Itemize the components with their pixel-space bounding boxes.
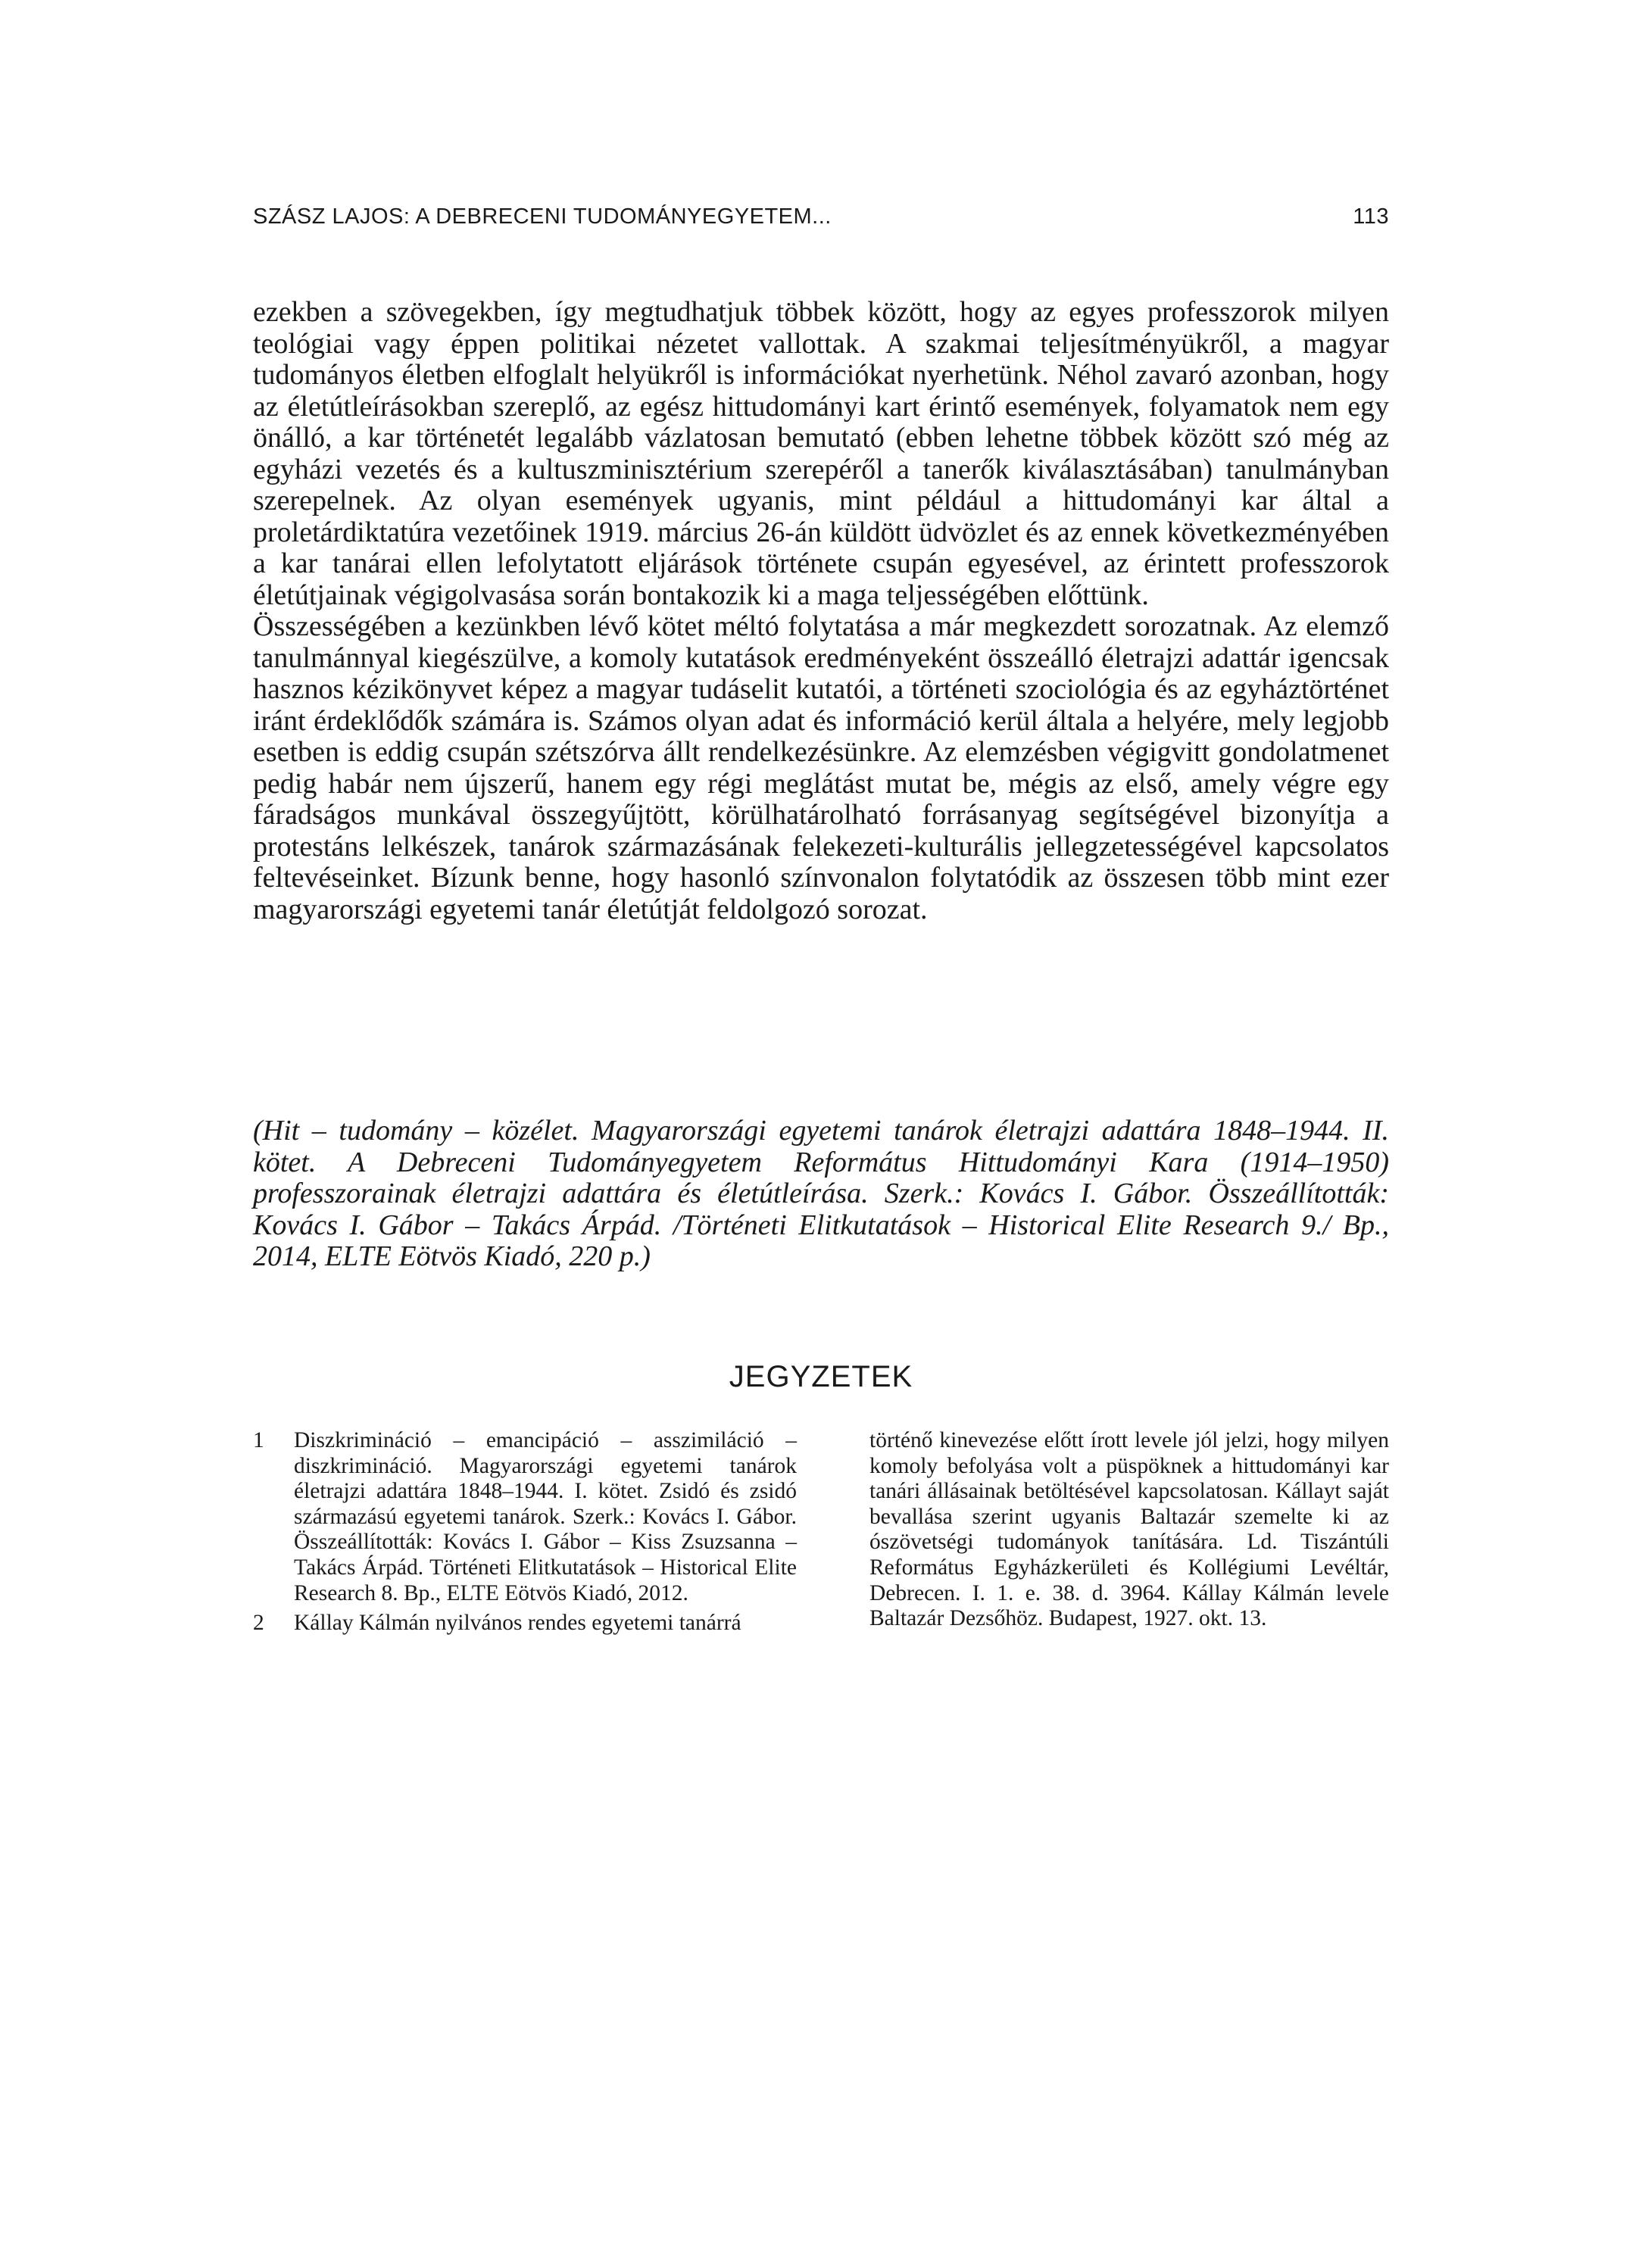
body-text: [253, 297, 1389, 925]
notes-column-right: [869, 1428, 1389, 1632]
body-paragraph: Összességében a kezünkben lévő kötet méltó folytatása a már megkezdett sorozatnak. Az elemző tanulmánnyal kiegészülve, a komoly kutatások eredményeként összeálló életrajzi adattár igencsak hasznos kézikönyvet képez a magyar tudáselit kutatói, a történeti szociológia és az egyháztörténet iránt érdeklődők számára is. Számos olyan adat és információ kerül általa a helyére, mely legjobb esetben is eddig csupán szétszórva állt rendelkezésünkre. Az elemzésben végigvitt gondolatmenet pedig habár nem újszerű, hanem egy régi meglátást mutat be, mégis az első, amely végre egy fáradságos munkával összegyűjtött, körülhatárolható forrásanyag segítségével bizonyítja a protestáns lelkészek, tanárok származásának felekezeti-kulturális jellegzetességével kapcsolatos feltevéseinket. Bízunk benne, hogy hasonló színvonalon folytatódik az összesen több mint ezer magyarországi egyetemi tanár életútját feldolgozó sorozat.: [253, 610, 1389, 925]
footnote-number: 1: [253, 1428, 264, 1452]
footnote-continuation: [869, 1428, 1389, 1632]
running-header: [253, 204, 1389, 238]
running-title: SZÁSZ LAJOS: A DEBRECENI TUDOMÁNYEGYETEM...: [253, 204, 832, 229]
body-paragraph: ezekben a szövegekben, így megtudhatjuk többek között, hogy az egyes professzorok milyen teológiai vagy éppen politikai nézetet vallottak. A szakmai teljesítményükről, a magyar tudományos életben elfoglalt helyükről is információkat nyerhetünk. Néhol zavaró azonban, hogy az életútleírásokban szereplő, az egész hittudományi kart érintő események, folyamatok nem egy önálló, a kar történetét legalább vázlatosan bemutató (ebben lehetne többek között szó még az egyházi vezetés és a kultuszminisztérium szerepéről a tanerők kiválasztásában) tanulmányban szerepelnek. Az olyan események ugyanis, mint például a hittudományi kar által a proletárdiktatúra vezetőinek 1919. március 26-án küldött üdvözlet és az ennek következményében a kar tanárai ellen lefolytatott eljárások története csupán egyesével, az érintett professzorok életútjainak végigolvasása során bontakozik ki a maga teljességében előttünk.: [253, 296, 1389, 611]
footnote-text: történő kinevezése előtt írott levele jól jelzi, hogy milyen komoly befolyása volt a püspöknek a hittudományi kar tanári állásainak betöltésével kapcsolatosan. Kállayt saját bevallása szerint ugyanis Baltazár szemelte ki az ószövetségi tudományok tanítására. Ld. Tiszántúli Református Egyházkerületi és Kollégiumi Levéltár, Debrecen. I. 1. e. 38. d. 3964. Kállay Kálmán levele Baltazár Dezsőhöz. Budapest, 1927. okt. 13.: [869, 1428, 1389, 1631]
book-citation: (Hit – tudomány – közélet. Magyarországi egyetemi tanárok életrajzi adattára 1848–1944. II. kötet. A Debreceni Tudományegyetem Református Hittudományi Kara (1914–1950) professzorainak életrajzi adattára és életútleírása. Szerk.: Kovács I. Gábor. Összeállították: Kovács I. Gábor – Takács Árpád. /Történeti Elitkutatások – Historical Elite Research 9./ Bp., 2014, ELTE Eötvös Kiadó, 220 p.): [253, 1115, 1389, 1272]
footnote: [253, 1428, 797, 1606]
footnote-number: 2: [253, 1611, 264, 1636]
footnote-text: Diszkrimináció – emancipáció – asszimiláció – diszkrimináció. Magyarországi egyetemi tanárok életrajzi adattára 1848–1944. I. kötet. Zsidó és zsidó származású egyetemi tanárok. Szerk.: Kovács I. Gábor. Összeállították: Kovács I. Gábor – Kiss Zsuzsanna – Takács Árpád. Történeti Elitkutatások – Historical Elite Research 8. Bp., ELTE Eötvös Kiadó, 2012.: [294, 1428, 797, 1605]
notes-column-left: [253, 1428, 797, 1636]
footnote: [253, 1611, 797, 1636]
page-number: 113: [1353, 204, 1389, 229]
notes-heading: JEGYZETEK: [729, 1360, 913, 1393]
footnote-text: Kállay Kálmán nyilvános rendes egyetemi tanárrá: [294, 1611, 741, 1636]
